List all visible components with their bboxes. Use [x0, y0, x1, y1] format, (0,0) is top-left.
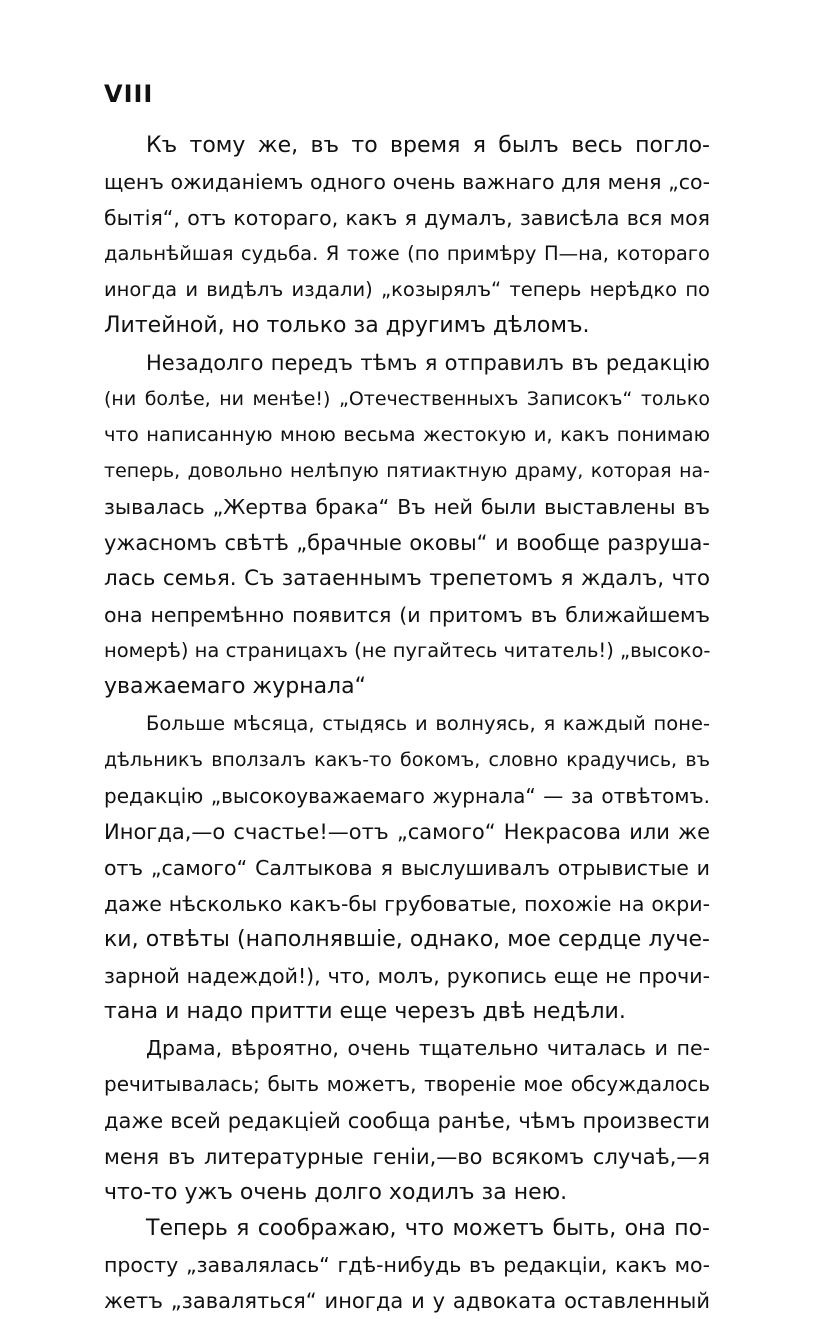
text-line: иногда и видѣлъ издали) „козырялъ“ теперь нерѣдко по	[104, 278, 710, 302]
text-line: меня въ литературные геніи,—во всякомъ случаѣ,—я	[104, 1144, 710, 1169]
body-text	[104, 128, 710, 1319]
text-line: (ни болѣе, ни менѣе!) „Отечественныхъ Записокъ“ только	[104, 387, 710, 410]
text-line: что-то ужъ очень долго ходилъ за нею.	[104, 1179, 568, 1205]
text-line: Къ тому же, въ то время я былъ весь погло-	[146, 133, 710, 158]
text-line: ки, отвѣты (наполнявшіе, однако, мое сердце луче-	[104, 927, 710, 953]
text-line: Иногда,—о счастье!—отъ „самого“ Некрасова или же	[104, 819, 710, 844]
text-line: даже нѣсколько какъ-бы грубоватые, похожіе на окри-	[104, 891, 710, 916]
text-line: редакцію „высокоуважаемаго журнала“ — за отвѣтомъ.	[104, 783, 710, 808]
text-line: жетъ „заваляться“ иногда и у адвоката оставленный	[104, 1289, 710, 1313]
text-line: тана и надо притти еще черезъ двѣ недѣли.	[104, 999, 626, 1025]
text-line: бытія“, отъ котораго, какъ я думалъ, зависѣла вся моя	[104, 206, 710, 231]
text-line: зывалась „Жертва брака“ Въ ней были выставлены въ	[104, 494, 710, 519]
text-line: просту „завалялась“ гдѣ-нибудь въ редакціи, какъ мо-	[104, 1252, 710, 1277]
text-line: речитывалась; быть можетъ, твореніе мое обсуждалось	[104, 1072, 710, 1097]
text-line: она непремѣнно появится (и притомъ въ ближайшемъ	[104, 603, 710, 628]
text-line: номерѣ) на страницахъ (не пугайтесь читатель!) „высоко-	[104, 639, 710, 663]
text-line: дѣльникъ вползалъ какъ-то бокомъ, словно крадучись, въ	[104, 748, 710, 771]
page-number: VIII	[104, 80, 154, 108]
text-line: Драма, вѣроятно, очень тщательно читалась и пе-	[146, 1036, 710, 1061]
text-line: отъ „самого“ Салтыкова я выслушивалъ отрывистые и	[104, 855, 710, 880]
text-line: дальнѣйшая судьба. Я тоже (по примѣру П—на, котораго	[104, 242, 710, 266]
text-line: даже всей редакціей сообща ранѣе, чѣмъ произвести	[104, 1108, 710, 1133]
text-line: зарной надеждой!), что, молъ, рукопись еще не прочи-	[104, 964, 710, 989]
text-line: уважаемаго журнала“	[104, 674, 367, 700]
text-line: лась семья. Съ затаеннымъ трепетомъ я ждалъ, что	[104, 566, 710, 592]
text-line: Незадолго передъ тѣмъ я отправилъ въ редакцію	[146, 350, 710, 375]
text-line: Литейной, но только за другимъ дѣломъ.	[104, 313, 590, 339]
text-line: ужасномъ свѣтѣ „брачные оковы“ и вообще разруша-	[104, 531, 710, 556]
text-line: теперь, довольно нелѣпую пятиактную драму, которая на-	[104, 459, 710, 482]
text-line: Больше мѣсяца, стыдясь и волнуясь, я каждый поне-	[146, 711, 710, 735]
text-line: что написанную мною весьма жестокую и, какъ понимаю	[104, 422, 710, 446]
text-line: щенъ ожиданіемъ одного очень важнаго для меня „со-	[104, 170, 710, 195]
text-line: Теперь я соображаю, что можетъ быть, она по-	[146, 1215, 710, 1241]
